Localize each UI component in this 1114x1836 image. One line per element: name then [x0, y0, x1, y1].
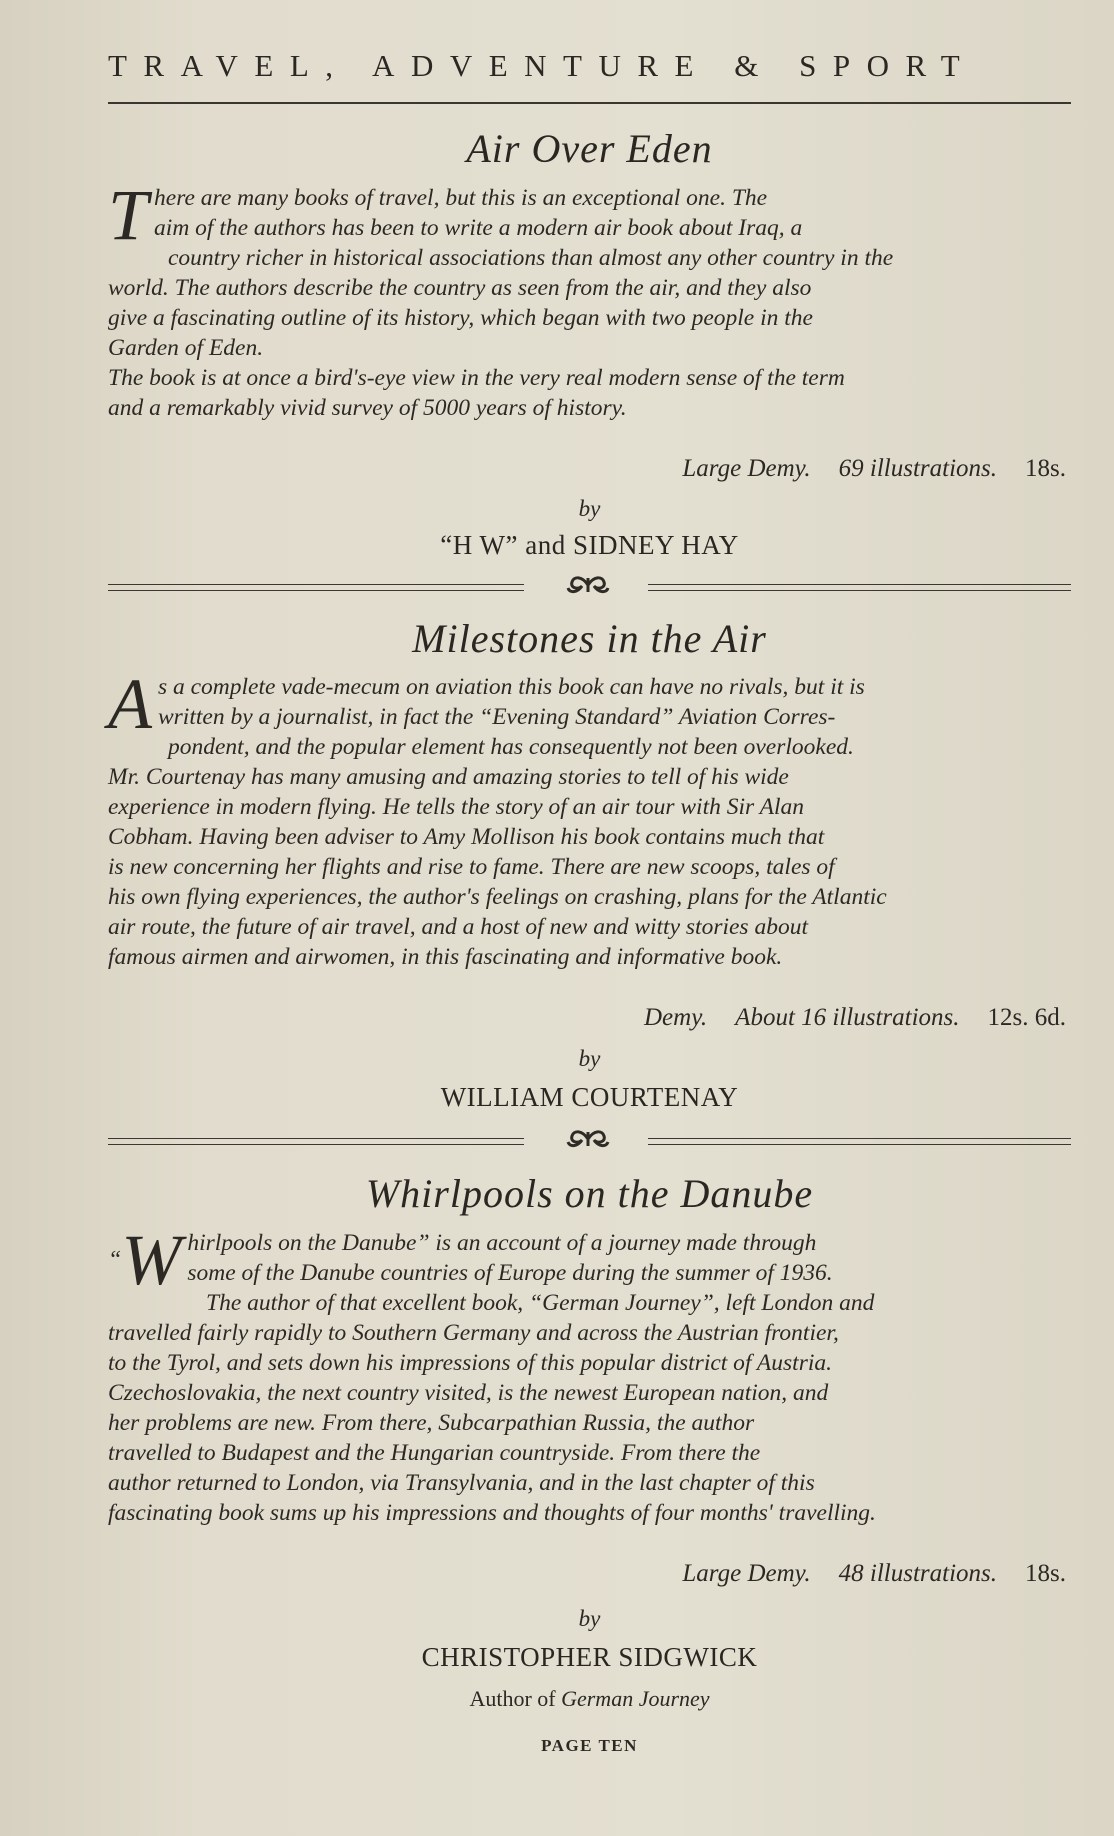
description-line: to the Tyrol, and sets down his impressions of this popular district of Austria.	[108, 1350, 832, 1376]
description-line: country richer in historical associations than almost any other country in the	[168, 245, 894, 271]
header-rule	[108, 102, 1071, 104]
description-line: Czechoslovakia, the next country visited, is the newest European nation, and	[108, 1380, 829, 1406]
drop-cap: A	[108, 664, 152, 744]
description-line: world. The authors describe the country as seen from the air, and they also	[108, 275, 812, 301]
open-quote: “	[108, 1247, 122, 1273]
description-line: air route, the future of air travel, and a host of new and witty stories about	[108, 914, 808, 940]
book-price: 12s. 6d.	[987, 1004, 1066, 1031]
running-head: TRAVEL, ADVENTURE & SPORT	[108, 48, 977, 83]
drop-cap: T	[108, 175, 149, 255]
author-credit-book: German Journey	[561, 1686, 710, 1711]
description-line: written by a journalist, in fact the “Evening Standard” Aviation Corres-	[157, 704, 836, 730]
page-number: PAGE TEN	[541, 1736, 638, 1755]
description-line: The author of that excellent book, “German Journey”, left London and	[206, 1290, 875, 1316]
fleuron-icon	[566, 1128, 610, 1150]
book-price: 18s.	[1025, 1560, 1066, 1587]
book-description-whirlpools-on-the-danube	[108, 1220, 1071, 1528]
author-credit-prefix: Author of	[469, 1686, 556, 1711]
description-line: author returned to London, via Transylvania, and in the last chapter of this	[108, 1470, 815, 1496]
by-line: by	[578, 1606, 601, 1631]
description-line: fascinating book sums up his impressions and thoughts of four months' travelling.	[108, 1500, 876, 1526]
book-description-milestones-in-the-air	[108, 664, 1071, 972]
description-line: Cobham. Having been adviser to Amy Mollison his book contains much that	[108, 824, 825, 850]
description-line: Garden of Eden.	[108, 335, 264, 361]
by-line: by	[578, 496, 601, 521]
description-line: her problems are new. From there, Subcarpathian Russia, the author	[108, 1410, 755, 1436]
description-line: experience in modern flying. He tells the story of an air tour with Sir Alan	[108, 794, 804, 820]
book-title-whirlpools-on-the-danube: Whirlpools on the Danube	[365, 1171, 814, 1216]
book-details	[644, 1004, 1066, 1032]
book-illustrations: 69 illustrations.	[838, 455, 998, 482]
book-format: Demy.	[644, 1004, 708, 1031]
book-illustrations: 48 illustrations.	[838, 1560, 998, 1587]
book-title-air-over-eden: Air Over Eden	[466, 126, 713, 171]
book-author: CHRISTOPHER SIDGWICK	[421, 1642, 758, 1672]
description-line: The book is at once a bird's-eye view in the very real modern sense of the term	[108, 365, 845, 391]
description-line: some of the Danube countries of Europe during the summer of 1936.	[187, 1260, 833, 1286]
book-details	[682, 455, 1066, 483]
description-line: s a complete vade-mecum on aviation this book can have no rivals, but it is	[157, 674, 865, 700]
book-format: Large Demy.	[682, 1560, 811, 1587]
description-line: here are many books of travel, but this is an exceptional one. The	[154, 185, 768, 211]
description-line: Mr. Courtenay has many amusing and amazing stories to tell of his wide	[108, 764, 789, 790]
drop-cap: “W	[108, 1220, 182, 1300]
description-line: travelled to Budapest and the Hungarian countryside. From there the	[108, 1440, 761, 1466]
description-line: his own flying experiences, the author's feelings on crashing, plans for the Atlantic	[108, 884, 887, 910]
book-details	[682, 1560, 1066, 1588]
description-line: hirlpools on the Danube” is an account of a journey made through	[187, 1230, 817, 1256]
by-line: by	[578, 1046, 601, 1071]
fleuron-icon	[566, 574, 610, 596]
book-price: 18s.	[1025, 455, 1066, 482]
description-line: aim of the authors has been to write a modern air book about Iraq, a	[154, 215, 803, 241]
description-line: famous airmen and airwomen, in this fascinating and informative book.	[108, 944, 783, 970]
section-divider	[108, 580, 1071, 600]
author-credit	[108, 1686, 1071, 1712]
book-format: Large Demy.	[682, 455, 811, 482]
description-line: pondent, and the popular element has consequently not been overlooked.	[168, 734, 854, 760]
book-author: “H W” and SIDNEY HAY	[440, 530, 739, 560]
section-divider	[108, 1134, 1071, 1154]
book-title-milestones-in-the-air: Milestones in the Air	[412, 616, 767, 661]
book-description-air-over-eden	[108, 175, 1071, 423]
description-line: and a remarkably vivid survey of 5000 years of history.	[108, 395, 627, 421]
book-author: WILLIAM COURTENAY	[440, 1082, 739, 1112]
description-line: travelled fairly rapidly to Southern Germany and across the Austrian frontier,	[108, 1320, 839, 1346]
book-illustrations: About 16 illustrations.	[735, 1004, 960, 1031]
description-line: is new concerning her flights and rise to fame. There are new scoops, tales of	[108, 854, 835, 880]
description-line: give a fascinating outline of its history, which began with two people in the	[108, 305, 813, 331]
